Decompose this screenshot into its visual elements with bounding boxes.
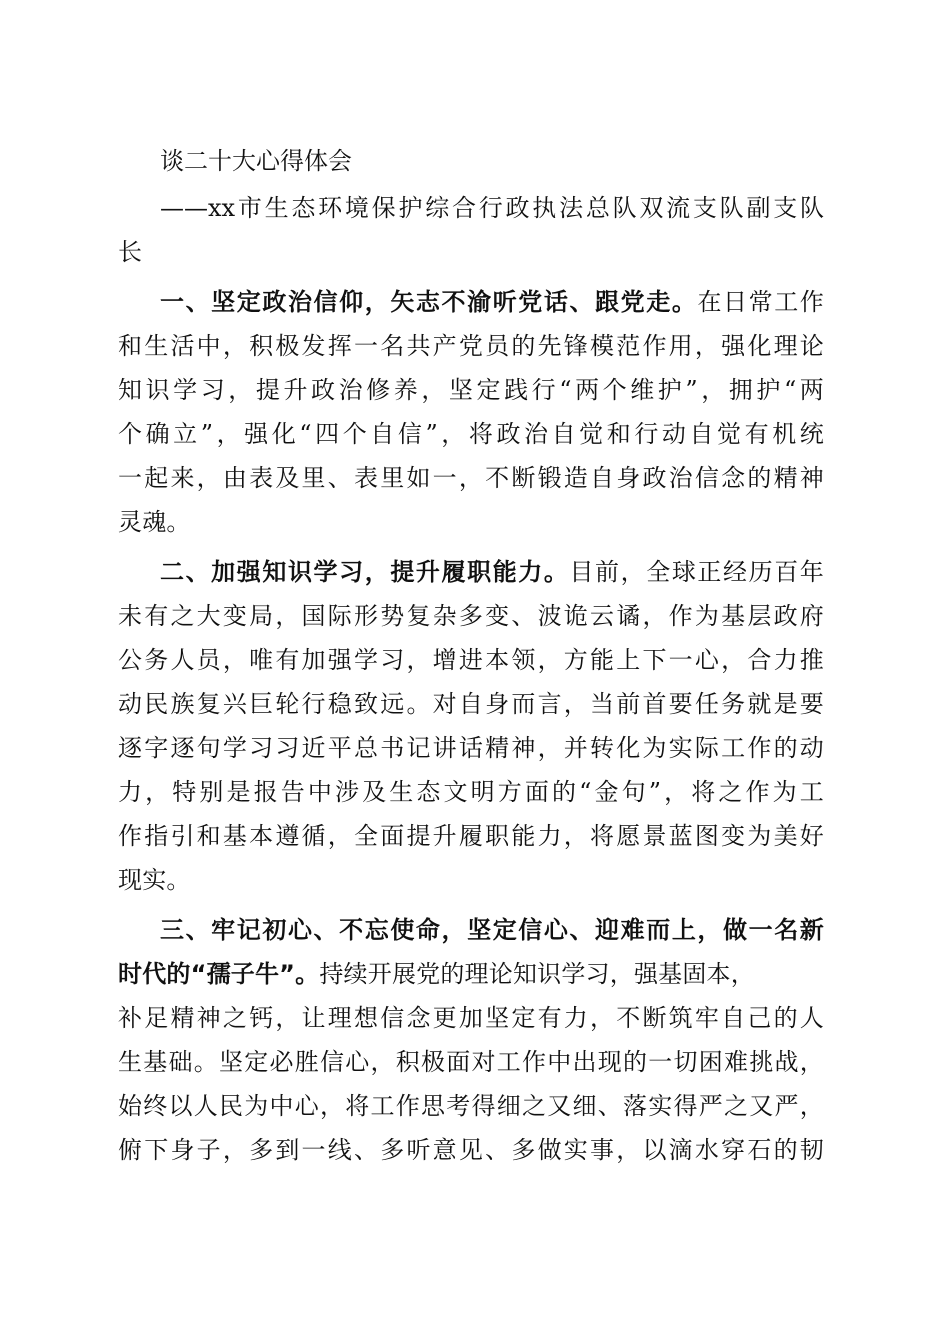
- paragraph-2-line: 逐字逐句学习习近平总书记讲话精神，并转化为实际工作的动: [118, 734, 824, 762]
- paragraph-2-line: 动民族复兴巨轮行稳致远。对自身而言，当前首要任务就是要: [118, 690, 824, 718]
- paragraph-3-heading-line-2: 时代的“孺子牛”。: [118, 960, 320, 988]
- paragraph-1: [118, 280, 824, 544]
- paragraph-1-line: 一起来，由表及里、表里如一，不断锻造自身政治信念的精神: [118, 464, 824, 492]
- paragraph-2-line: 作指引和基本遵循，全面提升履职能力，将愿景蓝图变为美好: [118, 822, 824, 850]
- paragraph-2-first-line: [118, 550, 824, 594]
- paragraph-1-first-line: [118, 280, 824, 324]
- paragraph-2-line: 力，特别是报告中涉及生态文明方面的“金句”，将之作为工: [118, 778, 824, 806]
- subtitle-line-2: 长: [118, 238, 142, 266]
- paragraph-2-line: 未有之大变局，国际形势复杂多变、波诡云谲，作为基层政府: [118, 602, 824, 630]
- paragraph-3-second-line-rest: 持续开展党的理论知识学习，强基固本，: [319, 960, 755, 988]
- paragraph-1-line: 和生活中，积极发挥一名共产党员的先锋模范作用，强化理论: [118, 332, 824, 360]
- paragraph-1-heading: 一、坚定政治信仰，矢志不渝听党话、跟党走。: [160, 288, 698, 316]
- paragraph-2: [118, 550, 824, 902]
- subtitle-line-1: ——xx市生态环境保护综合行政执法总队双流支队副支队: [160, 194, 824, 222]
- paragraph-1-line: 灵魂。: [118, 508, 191, 536]
- paragraph-3-second-line: [118, 952, 824, 996]
- paragraph-1-first-line-rest: 在日常工作: [697, 288, 825, 316]
- paragraph-3-line: 俯下身子，多到一线、多听意见、多做实事，以滴水穿石的韧: [118, 1136, 824, 1164]
- paragraph-2-line: 现实。: [118, 866, 191, 894]
- paragraph-2-first-line-rest: 目前，全球正经历百年: [569, 558, 824, 586]
- paragraph-1-line: 个确立”，强化“四个自信”，将政治自觉和行动自觉有机统: [118, 420, 824, 448]
- paragraph-3-line: 始终以人民为中心，将工作思考得细之又细、落实得严之又严，: [118, 1092, 824, 1120]
- document-page: [118, 136, 824, 1172]
- document-title: 谈二十大心得体会: [160, 147, 352, 175]
- paragraph-3-line: 补足精神之钙，让理想信念更加坚定有力，不断筑牢自己的人: [118, 1004, 824, 1032]
- paragraph-3: [118, 908, 824, 1172]
- paragraph-2-heading: 二、加强知识学习，提升履职能力。: [160, 558, 570, 586]
- paragraph-2-line: 公务人员，唯有加强学习，增进本领，方能上下一心，合力推: [118, 646, 824, 674]
- paragraph-3-heading-line-1: 三、牢记初心、不忘使命，坚定信心、迎难而上，做一名新: [160, 916, 824, 944]
- paragraph-3-line: 生基础。坚定必胜信心，积极面对工作中出现的一切困难挑战，: [118, 1048, 824, 1076]
- paragraph-1-line: 知识学习，提升政治修养，坚定践行“两个维护”，拥护“两: [118, 376, 824, 404]
